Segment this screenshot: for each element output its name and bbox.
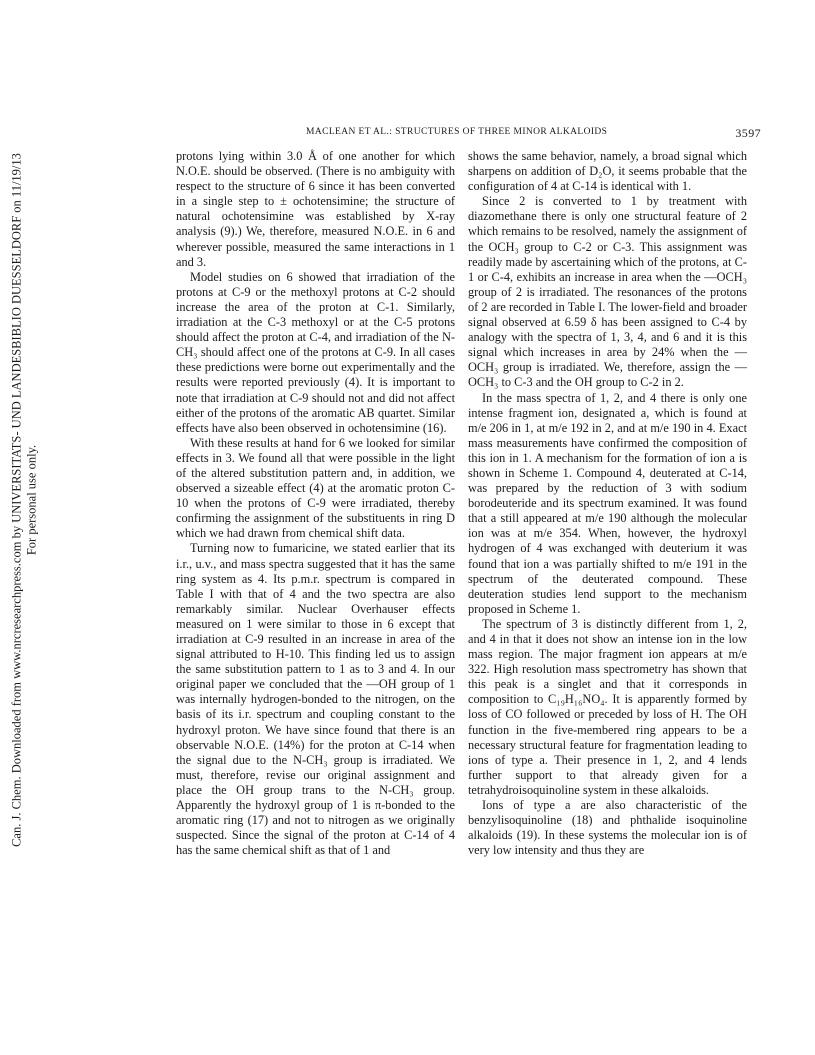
download-notice-line: Can. J. Chem. Downloaded from www.nrcresearchpress.com by UNIVERSITATS- UND LANDESBIBLIO DUESSELDORF on 11/19/13	[9, 153, 24, 847]
paragraph: Turning now to fumaricine, we stated earlier that its i.r., u.v., and mass spectra suggested that it has the same ring system as 4. Its p.m.r. spectrum is compared in Table I with that of 4 and the two spectra are also remarkably similar. Nuclear Overhauser effects measured on 1 were similar to those in 6 except that irradiation at C-9 resulted in an increase in area of the signal attributed to H-10. This finding led us to assign the same substitution pattern to 1 as to 3 and 4. In our original paper we concluded that the —OH group of 1 was internally hydrogen-bonded to the nitrogen, on the basis of its i.r. spectrum and coupling constant to the hydroxyl proton. We have since found that there is an observable N.O.E. (14%) for the proton at C-14 when the signal due to the N-CH₃ group is irradiated. We must, therefore, revise our original assignment and place the OH group trans to the N-CH₃ group. Apparently the hydroxyl group of 1 is π-bonded to the aromatic ring (17) and not to nitrogen as we originally suspected. Since the signal of the proton at C-14 of 4 has the same chemical shift as that of 1 and	[176, 541, 455, 858]
right-column	[468, 149, 747, 858]
running-head	[176, 126, 761, 142]
paragraph: protons lying within 3.0 Å of one another for which N.O.E. should be observed. (There is no ambiguity with respect to the structure of 6 since it has been converted in a single step to ± ochotensimine; the structure of natural ochotensimine was established by X-ray analysis (9).) We, therefore, measured N.O.E. in 6 and wherever possible, measured the same interactions in 1 and 3.	[176, 149, 455, 269]
page-number: 3597	[735, 126, 761, 140]
paragraph: Model studies on 6 showed that irradiation of the protons at C-9 or the methoxyl protons at C-2 should increase the area of the proton at C-1. Similarly, irradiation at the C-3 methoxyl or at the C-5 protons should affect the proton at C-4, and irradiation of the N-CH₃ should affect one of the protons at C-9. In all cases these predictions were borne out experimentally and the results were reported previously (4). It is important to note that irradiation at C-9 should not and did not affect either of the protons of the aromatic AB quartet. Similar effects have also been observed in ochotensimine (16).	[176, 269, 455, 435]
paragraph: Ions of type a are also characteristic of the benzylisoquinoline (18) and phthalide isoquinoline alkaloids (19). In these systems the molecular ion is of very low intensity and thus they are	[468, 798, 747, 858]
paragraph: The spectrum of 3 is distinctly different from 1, 2, and 4 in that it does not show an intense ion in the low mass region. The major fragment ion appears at m/e 322. High resolution mass spectrometry has shown that this peak is a singlet and that it corresponds in composition to C₁₉H₁₆NO₄. It is apparently formed by loss of CO followed or preceded by loss of H. The OH function in the five-membered ring appears to be a necessary structural feature for fragmentation leading to ions of type a. Their presence in 1, 2, and 4 lends further support to that already given for a tetrahydroisoquinoline system in these alkaloids.	[468, 616, 747, 797]
personal-use-notice: For personal use only.	[24, 444, 39, 556]
running-title: MACLEAN ET AL.: STRUCTURES OF THREE MINOR ALKALOIDS	[306, 127, 608, 137]
paragraph: shows the same behavior, namely, a broad signal which sharpens on addition of D₂O, it seems probable that the configuration of 4 at C-14 is identical with 1.	[468, 149, 747, 194]
paragraph: With these results at hand for 6 we looked for similar effects in 3. We found all that were possible in the light of the altered substitution pattern and, in addition, we observed a sizeable effect (4) at the aromatic proton C-10 when the protons of C-9 were irradiated, thereby confirming the assignment of the substituents in ring D which we had drawn from chemical shift data.	[176, 435, 455, 541]
left-column	[176, 149, 455, 858]
download-notice	[3, 150, 45, 850]
paragraph: Since 2 is converted to 1 by treatment with diazomethane there is only one structural feature of 2 which remains to be resolved, namely the assignment of the OCH₃ group to C-2 or C-3. This assignment was readily made by ascertaining which of the protons, at C-1 or C-4, exhibits an increase in area when the —OCH₃ group of 2 is irradiated. The resonances of the protons of 2 are recorded in Table I. The lower-field and broader signal observed at 6.59 δ has been assigned to C-4 by analogy with the spectra of 1, 3, 4, and 6 and it is this signal which increases in area by 24% when the —OCH₃ group is irradiated. We, therefore, assign the —OCH₃ to C-3 and the OH group to C-2 in 2.	[468, 194, 747, 390]
paragraph: In the mass spectra of 1, 2, and 4 there is only one intense fragment ion, designated a, which is found at m/e 206 in 1, at m/e 192 in 2, and at m/e 190 in 4. Exact mass measurements have confirmed the composition of this ion in 1. A mechanism for the formation of ion a is shown in Scheme 1. Compound 4, deuterated at C-14, was prepared by the reduction of 3 with sodium borodeuteride and its spectrum examined. It was found that a still appeared at m/e 190 although the molecular ion was at m/e 354. When, however, the hydroxyl hydrogen of 4 was exchanged with deuterium it was found that ion a was partially shifted to m/e 191 in the spectrum of the deuterated compound. These deuteration studies lend support to the mechanism proposed in Scheme 1.	[468, 390, 747, 616]
